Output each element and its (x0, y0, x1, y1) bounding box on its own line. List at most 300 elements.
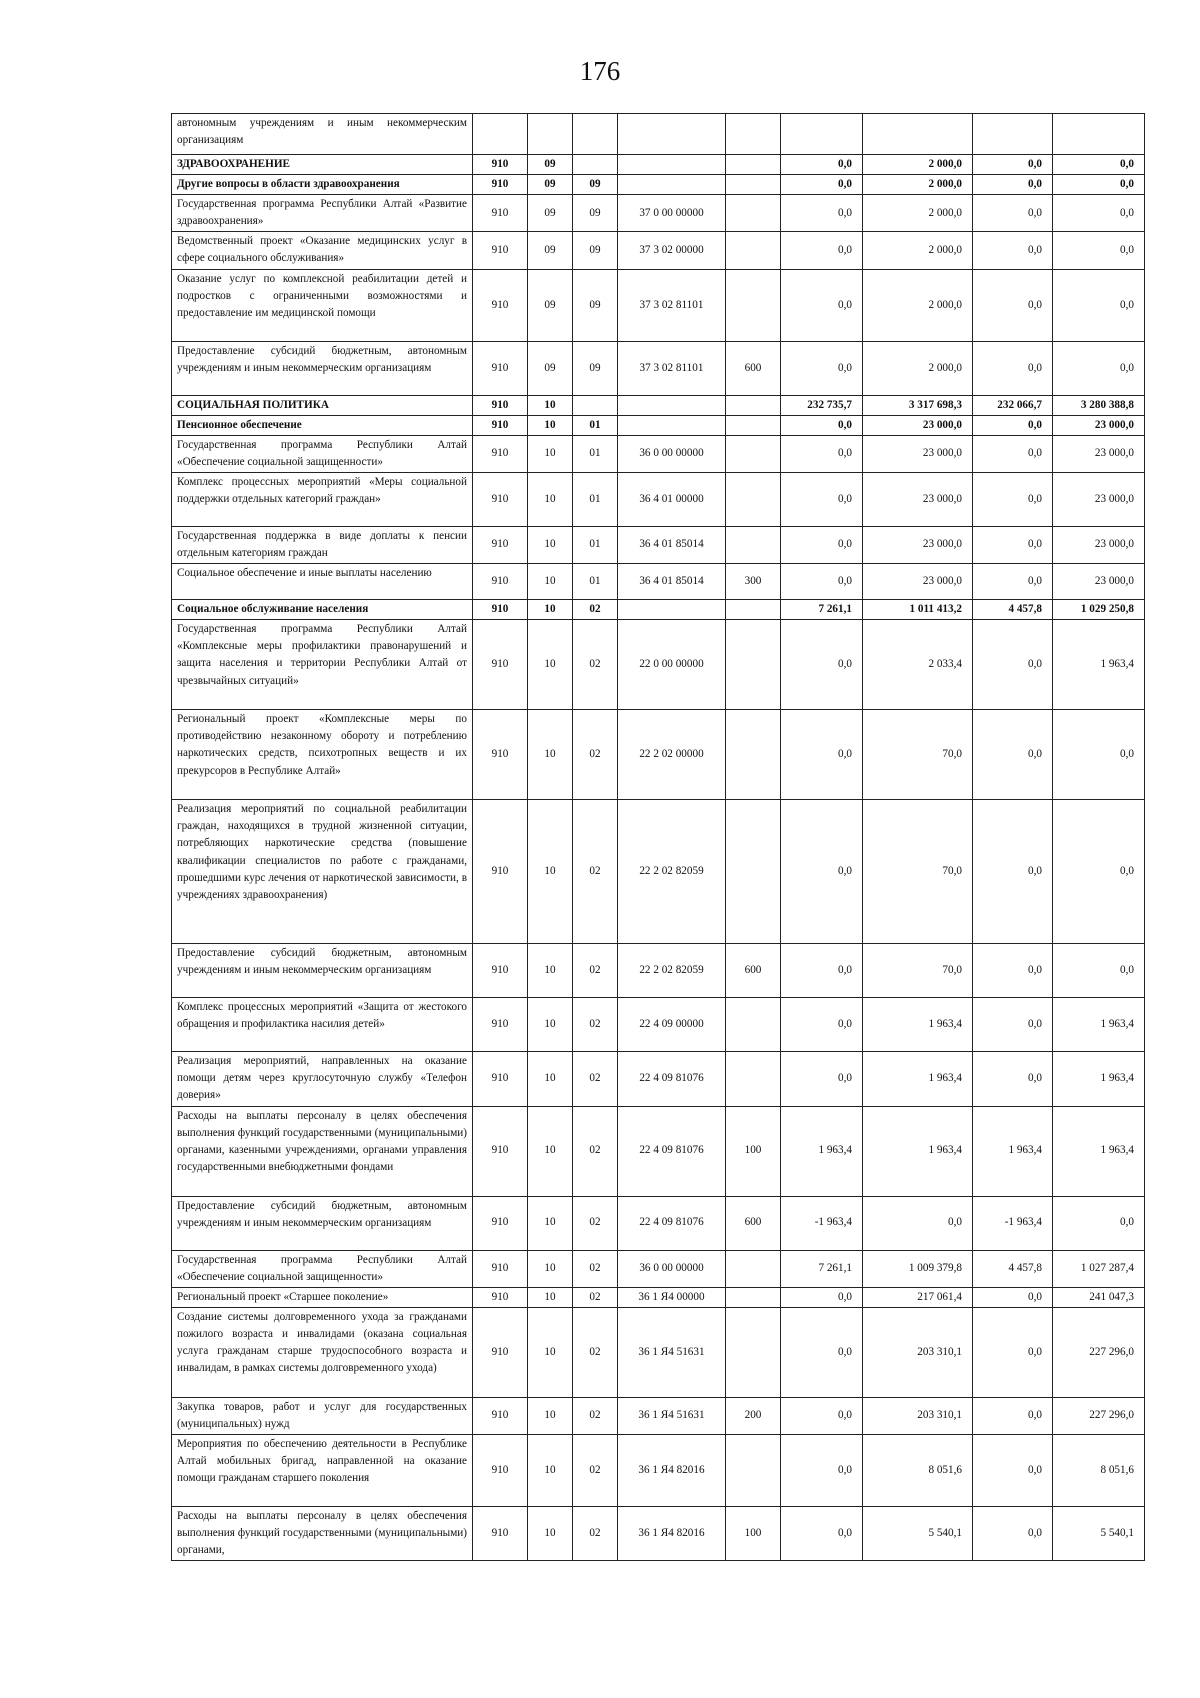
cell-amount-change-2: 0,0 (973, 526, 1053, 563)
cell-subsection: 02 (573, 1287, 618, 1307)
cell-amount-change-2: 0,0 (973, 195, 1053, 232)
cell-amount-1: 1 011 413,2 (863, 600, 973, 620)
cell-target-article (618, 395, 726, 415)
table-row (172, 1250, 1145, 1287)
cell-name: Государственная программа Республики Алтай «Обеспечение социальной защищенности» (172, 435, 473, 472)
table-row (172, 620, 1145, 710)
cell-amount-1: 203 310,1 (863, 1307, 973, 1397)
cell-target-article: 36 0 00 00000 (618, 435, 726, 472)
cell-section: 10 (528, 415, 573, 435)
table-row (172, 269, 1145, 341)
cell-target-article: 36 4 01 85014 (618, 526, 726, 563)
cell-amount-1: 2 000,0 (863, 195, 973, 232)
cell-amount-2: 23 000,0 (1053, 435, 1145, 472)
cell-amount-2: 0,0 (1053, 944, 1145, 998)
cell-target-article (618, 114, 726, 155)
cell-expense-type (726, 526, 781, 563)
cell-grbs: 910 (473, 1307, 528, 1397)
table-row (172, 341, 1145, 395)
cell-expense-type (726, 232, 781, 269)
cell-amount-change-2: 0,0 (973, 1397, 1053, 1434)
cell-name: Региональный проект «Старшее поколение» (172, 1287, 473, 1307)
cell-amount-2: 227 296,0 (1053, 1397, 1145, 1434)
cell-target-article: 22 2 02 00000 (618, 710, 726, 800)
cell-expense-type (726, 195, 781, 232)
cell-amount-2 (1053, 114, 1145, 155)
cell-grbs: 910 (473, 564, 528, 600)
cell-grbs: 910 (473, 395, 528, 415)
cell-amount-change-2: 0,0 (973, 415, 1053, 435)
table-row (172, 1397, 1145, 1434)
cell-amount-1: 2 000,0 (863, 232, 973, 269)
table-row (172, 114, 1145, 155)
cell-amount-1: 1 963,4 (863, 1052, 973, 1106)
cell-amount-change-2: 0,0 (973, 1506, 1053, 1560)
cell-target-article: 22 2 02 82059 (618, 800, 726, 944)
cell-target-article (618, 600, 726, 620)
cell-target-article: 36 0 00 00000 (618, 1250, 726, 1287)
cell-amount-change-2: 0,0 (973, 944, 1053, 998)
cell-amount-change-2: 0,0 (973, 564, 1053, 600)
cell-target-article: 37 3 02 00000 (618, 232, 726, 269)
cell-amount-change-2: 0,0 (973, 1434, 1053, 1506)
cell-expense-type (726, 800, 781, 944)
cell-subsection: 02 (573, 600, 618, 620)
cell-amount-2: 8 051,6 (1053, 1434, 1145, 1506)
cell-target-article: 36 1 Я4 82016 (618, 1434, 726, 1506)
cell-expense-type: 600 (726, 341, 781, 395)
cell-amount-change-2: 1 963,4 (973, 1106, 1053, 1196)
cell-name: Мероприятия по обеспечению деятельности в Республике Алтай мобильных бригад, направленной на оказание помощи гражданам старшего поколения (172, 1434, 473, 1506)
cell-expense-type (726, 175, 781, 195)
cell-amount-change-2: -1 963,4 (973, 1196, 1053, 1250)
cell-section: 10 (528, 395, 573, 415)
cell-amount-1: 1 963,4 (863, 998, 973, 1052)
cell-section: 10 (528, 620, 573, 710)
cell-amount-2: 23 000,0 (1053, 415, 1145, 435)
cell-amount-change-1: 0,0 (781, 1397, 863, 1434)
cell-section: 09 (528, 341, 573, 395)
cell-subsection: 02 (573, 1052, 618, 1106)
cell-amount-change-1: 0,0 (781, 175, 863, 195)
cell-subsection: 02 (573, 620, 618, 710)
cell-grbs: 910 (473, 195, 528, 232)
cell-amount-2: 1 963,4 (1053, 1106, 1145, 1196)
cell-section: 09 (528, 155, 573, 175)
cell-name: СОЦИАЛЬНАЯ ПОЛИТИКА (172, 395, 473, 415)
cell-expense-type (726, 1250, 781, 1287)
table-row (172, 472, 1145, 526)
cell-expense-type (726, 155, 781, 175)
cell-amount-change-1 (781, 114, 863, 155)
cell-grbs: 910 (473, 155, 528, 175)
cell-amount-2: 0,0 (1053, 269, 1145, 341)
cell-subsection: 02 (573, 1506, 618, 1560)
table-row (172, 1434, 1145, 1506)
table-row (172, 564, 1145, 600)
cell-amount-1: 217 061,4 (863, 1287, 973, 1307)
cell-expense-type (726, 415, 781, 435)
cell-amount-change-2: 0,0 (973, 800, 1053, 944)
cell-amount-change-1: 0,0 (781, 1307, 863, 1397)
table-row (172, 1106, 1145, 1196)
cell-target-article: 36 1 Я4 82016 (618, 1506, 726, 1560)
cell-amount-change-2: 0,0 (973, 435, 1053, 472)
cell-grbs: 910 (473, 998, 528, 1052)
cell-section: 10 (528, 1287, 573, 1307)
cell-amount-2: 23 000,0 (1053, 472, 1145, 526)
cell-grbs: 910 (473, 800, 528, 944)
cell-grbs: 910 (473, 269, 528, 341)
cell-amount-2: 1 963,4 (1053, 1052, 1145, 1106)
cell-subsection: 01 (573, 415, 618, 435)
cell-grbs: 910 (473, 944, 528, 998)
cell-amount-2: 0,0 (1053, 155, 1145, 175)
table-row (172, 232, 1145, 269)
cell-section: 10 (528, 944, 573, 998)
cell-subsection: 02 (573, 710, 618, 800)
cell-grbs: 910 (473, 232, 528, 269)
page-number: 176 (579, 56, 621, 86)
cell-name: Государственная программа Республики Алтай «Обеспечение социальной защищенности» (172, 1250, 473, 1287)
cell-name: Комплекс процессных мероприятий «Защита от жестокого обращения и профилактика насилия детей» (172, 998, 473, 1052)
cell-target-article (618, 155, 726, 175)
cell-target-article: 36 4 01 00000 (618, 472, 726, 526)
cell-amount-change-1: 0,0 (781, 435, 863, 472)
cell-amount-change-2: 0,0 (973, 472, 1053, 526)
table-row (172, 800, 1145, 944)
cell-target-article: 22 4 09 00000 (618, 998, 726, 1052)
cell-target-article: 36 1 Я4 51631 (618, 1397, 726, 1434)
cell-amount-change-1: 0,0 (781, 998, 863, 1052)
cell-amount-change-1: 0,0 (781, 526, 863, 563)
cell-amount-change-1: 0,0 (781, 1052, 863, 1106)
cell-grbs: 910 (473, 415, 528, 435)
cell-amount-1: 2 000,0 (863, 269, 973, 341)
cell-expense-type (726, 998, 781, 1052)
cell-section: 10 (528, 435, 573, 472)
cell-amount-change-2: 0,0 (973, 269, 1053, 341)
table-row (172, 600, 1145, 620)
cell-subsection (573, 114, 618, 155)
table-row (172, 395, 1145, 415)
cell-amount-2: 241 047,3 (1053, 1287, 1145, 1307)
cell-name: Государственная программа Республики Алтай «Развитие здравоохранения» (172, 195, 473, 232)
cell-subsection: 02 (573, 998, 618, 1052)
cell-amount-2: 23 000,0 (1053, 526, 1145, 563)
cell-expense-type (726, 269, 781, 341)
cell-amount-1: 23 000,0 (863, 526, 973, 563)
cell-grbs: 910 (473, 1106, 528, 1196)
cell-expense-type (726, 600, 781, 620)
cell-amount-change-1: 0,0 (781, 944, 863, 998)
cell-name: Предоставление субсидий бюджетным, автономным учреждениям и иным некоммерческим организациям (172, 944, 473, 998)
cell-amount-1: 23 000,0 (863, 564, 973, 600)
cell-subsection: 09 (573, 269, 618, 341)
cell-section: 10 (528, 1196, 573, 1250)
table-row (172, 998, 1145, 1052)
cell-amount-change-2: 0,0 (973, 1052, 1053, 1106)
cell-subsection: 09 (573, 232, 618, 269)
cell-amount-change-2: 0,0 (973, 998, 1053, 1052)
cell-section: 10 (528, 1250, 573, 1287)
cell-amount-1: 70,0 (863, 944, 973, 998)
cell-expense-type (726, 710, 781, 800)
table-row (172, 175, 1145, 195)
cell-subsection (573, 155, 618, 175)
cell-grbs: 910 (473, 710, 528, 800)
table-row (172, 435, 1145, 472)
cell-name: Социальное обеспечение и иные выплаты населению (172, 564, 473, 600)
cell-expense-type (726, 435, 781, 472)
table-row (172, 155, 1145, 175)
cell-target-article: 37 3 02 81101 (618, 341, 726, 395)
cell-section: 10 (528, 800, 573, 944)
cell-name: Расходы на выплаты персоналу в целях обеспечения выполнения функций государственными (муниципальными) органами, казенными учреждениями, органами управления государственными внебюджетными фондами (172, 1106, 473, 1196)
cell-target-article: 36 4 01 85014 (618, 564, 726, 600)
cell-amount-change-1: 0,0 (781, 472, 863, 526)
cell-section: 10 (528, 1307, 573, 1397)
table-row (172, 710, 1145, 800)
cell-amount-change-1: 0,0 (781, 1434, 863, 1506)
cell-grbs: 910 (473, 526, 528, 563)
cell-target-article: 37 3 02 81101 (618, 269, 726, 341)
cell-amount-change-2: 0,0 (973, 1307, 1053, 1397)
cell-grbs: 910 (473, 435, 528, 472)
cell-amount-change-1: 0,0 (781, 1506, 863, 1560)
cell-expense-type (726, 1287, 781, 1307)
cell-amount-change-2: 232 066,7 (973, 395, 1053, 415)
cell-amount-change-2: 0,0 (973, 155, 1053, 175)
cell-section: 09 (528, 232, 573, 269)
table-row (172, 1506, 1145, 1560)
cell-amount-1 (863, 114, 973, 155)
cell-expense-type (726, 1434, 781, 1506)
cell-name: автономным учреждениям и иным некоммерческим организациям (172, 114, 473, 155)
cell-grbs: 910 (473, 1052, 528, 1106)
cell-subsection: 09 (573, 175, 618, 195)
cell-target-article (618, 415, 726, 435)
cell-name: Предоставление субсидий бюджетным, автономным учреждениям и иным некоммерческим организациям (172, 341, 473, 395)
cell-target-article: 22 0 00 00000 (618, 620, 726, 710)
cell-amount-2: 0,0 (1053, 1196, 1145, 1250)
table-row (172, 1052, 1145, 1106)
cell-grbs: 910 (473, 1506, 528, 1560)
cell-grbs: 910 (473, 600, 528, 620)
cell-expense-type (726, 1307, 781, 1397)
cell-amount-change-1: 0,0 (781, 155, 863, 175)
cell-grbs: 910 (473, 175, 528, 195)
cell-grbs: 910 (473, 1397, 528, 1434)
cell-section: 10 (528, 710, 573, 800)
cell-amount-2: 3 280 388,8 (1053, 395, 1145, 415)
cell-amount-1: 70,0 (863, 710, 973, 800)
cell-name: Закупка товаров, работ и услуг для государственных (муниципальных) нужд (172, 1397, 473, 1434)
cell-section: 09 (528, 175, 573, 195)
cell-amount-change-1: 0,0 (781, 341, 863, 395)
cell-amount-1: 2 000,0 (863, 155, 973, 175)
cell-target-article: 22 4 09 81076 (618, 1052, 726, 1106)
table-row (172, 1196, 1145, 1250)
cell-amount-1: 1 009 379,8 (863, 1250, 973, 1287)
cell-section: 10 (528, 472, 573, 526)
cell-name: Ведомственный проект «Оказание медицинских услуг в сфере социального обслуживания» (172, 232, 473, 269)
cell-subsection (573, 395, 618, 415)
cell-grbs: 910 (473, 472, 528, 526)
cell-amount-2: 0,0 (1053, 195, 1145, 232)
cell-amount-1: 2 000,0 (863, 341, 973, 395)
cell-grbs: 910 (473, 1196, 528, 1250)
cell-amount-1: 23 000,0 (863, 472, 973, 526)
cell-grbs: 910 (473, 1250, 528, 1287)
cell-amount-2: 1 027 287,4 (1053, 1250, 1145, 1287)
cell-amount-2: 0,0 (1053, 232, 1145, 269)
cell-amount-2: 0,0 (1053, 175, 1145, 195)
cell-amount-change-2: 0,0 (973, 1287, 1053, 1307)
cell-name: Комплекс процессных мероприятий «Меры социальной поддержки отдельных категорий граждан» (172, 472, 473, 526)
cell-name: Расходы на выплаты персоналу в целях обеспечения выполнения функций государственными (муниципальными) органами, (172, 1506, 473, 1560)
cell-section: 09 (528, 269, 573, 341)
cell-expense-type: 100 (726, 1106, 781, 1196)
cell-name: Пенсионное обеспечение (172, 415, 473, 435)
cell-amount-change-2: 0,0 (973, 710, 1053, 800)
cell-amount-2: 0,0 (1053, 800, 1145, 944)
cell-amount-change-1: -1 963,4 (781, 1196, 863, 1250)
cell-subsection: 02 (573, 944, 618, 998)
cell-amount-2: 0,0 (1053, 710, 1145, 800)
table-row (172, 195, 1145, 232)
cell-amount-change-1: 0,0 (781, 232, 863, 269)
cell-target-article: 36 1 Я4 51631 (618, 1307, 726, 1397)
cell-amount-change-1: 0,0 (781, 564, 863, 600)
cell-subsection: 02 (573, 1196, 618, 1250)
cell-section: 10 (528, 600, 573, 620)
cell-subsection: 01 (573, 435, 618, 472)
table-row (172, 944, 1145, 998)
cell-grbs (473, 114, 528, 155)
cell-name: Оказание услуг по комплексной реабилитации детей и подростков с ограниченными возможностями и предоставление им медицинской помощи (172, 269, 473, 341)
table-row (172, 1307, 1145, 1397)
cell-section: 10 (528, 564, 573, 600)
cell-amount-1: 0,0 (863, 1196, 973, 1250)
cell-amount-change-2: 0,0 (973, 175, 1053, 195)
cell-amount-1: 1 963,4 (863, 1106, 973, 1196)
cell-amount-1: 5 540,1 (863, 1506, 973, 1560)
cell-amount-2: 1 029 250,8 (1053, 600, 1145, 620)
cell-target-article (618, 175, 726, 195)
cell-expense-type: 600 (726, 1196, 781, 1250)
cell-target-article: 22 2 02 82059 (618, 944, 726, 998)
table-row (172, 1287, 1145, 1307)
cell-amount-2: 227 296,0 (1053, 1307, 1145, 1397)
cell-amount-change-1: 0,0 (781, 415, 863, 435)
table-body (172, 114, 1145, 1561)
cell-subsection: 02 (573, 1250, 618, 1287)
cell-section (528, 114, 573, 155)
cell-name: Государственная поддержка в виде доплаты к пенсии отдельным категориям граждан (172, 526, 473, 563)
cell-amount-change-1: 0,0 (781, 710, 863, 800)
cell-name: Предоставление субсидий бюджетным, автономным учреждениям и иным некоммерческим организациям (172, 1196, 473, 1250)
cell-amount-2: 1 963,4 (1053, 998, 1145, 1052)
cell-amount-1: 2 033,4 (863, 620, 973, 710)
cell-amount-change-1: 1 963,4 (781, 1106, 863, 1196)
cell-amount-change-2 (973, 114, 1053, 155)
cell-expense-type: 200 (726, 1397, 781, 1434)
table-row (172, 415, 1145, 435)
cell-subsection: 01 (573, 564, 618, 600)
cell-target-article: 37 0 00 00000 (618, 195, 726, 232)
cell-target-article: 22 4 09 81076 (618, 1196, 726, 1250)
cell-amount-1: 23 000,0 (863, 415, 973, 435)
cell-amount-1: 23 000,0 (863, 435, 973, 472)
cell-expense-type (726, 1052, 781, 1106)
cell-grbs: 910 (473, 1287, 528, 1307)
cell-amount-change-1: 0,0 (781, 195, 863, 232)
cell-amount-1: 70,0 (863, 800, 973, 944)
cell-name: Реализация мероприятий, направленных на оказание помощи детям через круглосуточную службу «Телефон доверия» (172, 1052, 473, 1106)
cell-amount-2: 0,0 (1053, 341, 1145, 395)
table-row (172, 526, 1145, 563)
cell-section: 10 (528, 1052, 573, 1106)
cell-section: 10 (528, 1106, 573, 1196)
cell-subsection: 01 (573, 472, 618, 526)
cell-expense-type (726, 472, 781, 526)
cell-subsection: 02 (573, 800, 618, 944)
cell-name: Реализация мероприятий по социальной реабилитации граждан, находящихся в трудной жизненной ситуации, потребляющих наркотические средства (повышение квалификации специалистов по работе с гражданами, прошедшими курс лечения от наркотической зависимости, в учреждениях здравоохранения) (172, 800, 473, 944)
cell-section: 10 (528, 1434, 573, 1506)
cell-grbs: 910 (473, 341, 528, 395)
cell-amount-change-2: 0,0 (973, 341, 1053, 395)
cell-amount-change-2: 4 457,8 (973, 600, 1053, 620)
cell-expense-type: 600 (726, 944, 781, 998)
cell-subsection: 09 (573, 195, 618, 232)
cell-amount-change-2: 0,0 (973, 232, 1053, 269)
cell-expense-type: 300 (726, 564, 781, 600)
cell-amount-change-2: 0,0 (973, 620, 1053, 710)
cell-amount-2: 23 000,0 (1053, 564, 1145, 600)
cell-name: ЗДРАВООХРАНЕНИЕ (172, 155, 473, 175)
cell-subsection: 02 (573, 1106, 618, 1196)
cell-amount-2: 1 963,4 (1053, 620, 1145, 710)
cell-subsection: 02 (573, 1434, 618, 1506)
cell-amount-change-1: 0,0 (781, 269, 863, 341)
cell-amount-change-1: 0,0 (781, 1287, 863, 1307)
cell-grbs: 910 (473, 620, 528, 710)
cell-expense-type (726, 395, 781, 415)
cell-amount-change-1: 232 735,7 (781, 395, 863, 415)
cell-amount-change-2: 4 457,8 (973, 1250, 1053, 1287)
cell-expense-type: 100 (726, 1506, 781, 1560)
cell-section: 09 (528, 195, 573, 232)
cell-name: Создание системы долговременного ухода за гражданами пожилого возраста и инвалидами (оказана социальная услуга гражданам старше трудоспособного возраста и инвалидам, в рамках системы долговременного ухода) (172, 1307, 473, 1397)
cell-subsection: 01 (573, 526, 618, 563)
cell-amount-change-1: 0,0 (781, 800, 863, 944)
cell-name: Государственная программа Республики Алтай «Комплексные меры профилактики правонарушений и защита населения и территории Республики Алтай от чрезвычайных ситуаций» (172, 620, 473, 710)
cell-target-article: 36 1 Я4 00000 (618, 1287, 726, 1307)
budget-table (171, 113, 1145, 1561)
cell-amount-1: 3 317 698,3 (863, 395, 973, 415)
cell-amount-change-1: 0,0 (781, 620, 863, 710)
cell-expense-type (726, 114, 781, 155)
cell-amount-change-1: 7 261,1 (781, 1250, 863, 1287)
cell-grbs: 910 (473, 1434, 528, 1506)
cell-name: Региональный проект «Комплексные меры по противодействию незаконному обороту и потреблению наркотических средств, психотропных веществ и их прекурсоров в Республике Алтай» (172, 710, 473, 800)
cell-subsection: 02 (573, 1397, 618, 1434)
cell-amount-1: 2 000,0 (863, 175, 973, 195)
cell-amount-1: 203 310,1 (863, 1397, 973, 1434)
cell-section: 10 (528, 526, 573, 563)
cell-target-article: 22 4 09 81076 (618, 1106, 726, 1196)
